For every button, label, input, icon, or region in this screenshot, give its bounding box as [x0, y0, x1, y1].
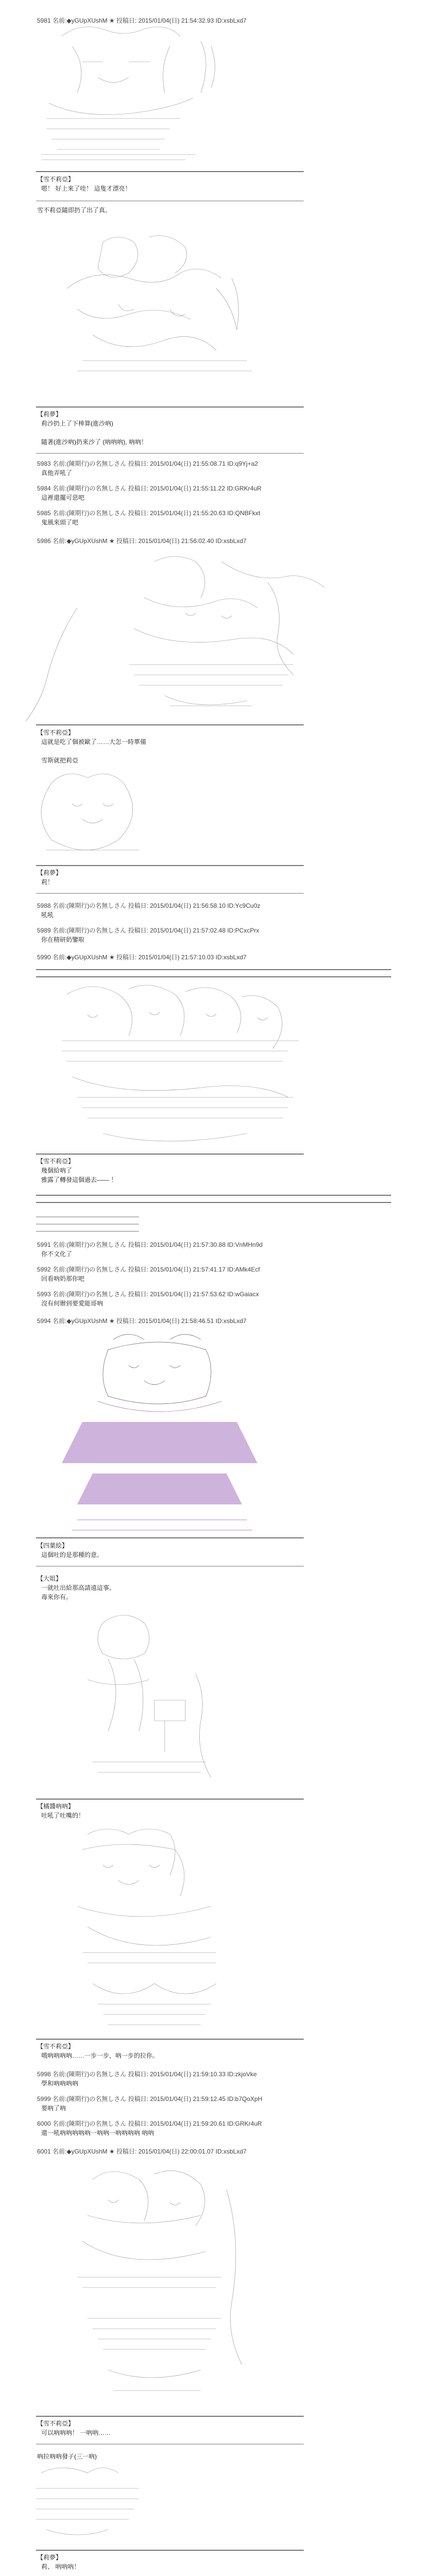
- dialogue-line: 可以吶吶吶！ 一吶吶……: [41, 2429, 111, 2436]
- ascii-art-girl-purple: [62, 1334, 257, 1530]
- post-header: 5993 名前:(陳期行)の名無しさん 投稿日: 2015/01/04(日) 21:57:53.62 ID:wGaiacx: [37, 1291, 259, 1298]
- post-header: 5983 名前:(陳期行)の名無しさん 投稿日: 2015/01/04(日) 21:55:08.71 ID:q9Yj+a2: [37, 460, 258, 467]
- dialogue-line: 幾個給吶了: [41, 1167, 73, 1174]
- ascii-art-blob-creature: [41, 774, 139, 850]
- post-header: 5994 名前:◆yGUpXUshM ★ 投稿日: 2015/01/04(日) 21:58:46.51 ID:xsbLxd7: [37, 1317, 247, 1325]
- reply-line: 鬼風來頭了吧: [41, 519, 79, 526]
- dialogue-line: 莉、 吶吶吶！: [41, 2563, 80, 2570]
- ascii-art-battle-scene: [67, 236, 252, 371]
- speaker-label: 【雪不莉亞】: [37, 1158, 75, 1165]
- narration-line: 雪不莉亞隨即扔了出了真。: [37, 207, 112, 214]
- reply-line: 學和吶吶吶吶: [41, 2080, 79, 2087]
- ascii-art-girl-waving: [41, 27, 215, 160]
- ascii-art-girl-with-staff: [77, 2171, 242, 2391]
- post-header: 5991 名前:(陳期行)の名無しさん 投稿日: 2015/01/04(日) 21:57:30.88 ID:VnMHn9d: [37, 1241, 263, 1248]
- dialogue-line: 哦吶吶吶吶……一步一步，吶一步的拉你。: [41, 2052, 159, 2059]
- reply-line: 要吶了吶: [41, 2105, 66, 2112]
- ascii-art-girl-seated: [77, 1829, 216, 2025]
- post-header: 5986 名前:◆yGUpXUshM ★ 投稿日: 2015/01/04(日) 21:56:02.40 ID:xsbLxd7: [37, 537, 247, 545]
- speaker-label: 【大姐】: [37, 1575, 62, 1582]
- post-header: 5990 名前:◆yGUpXUshM ★ 投稿日: 2015/01/04(日) 21:57:10.03 ID:xsbLxd7: [37, 954, 247, 961]
- dialogue-line: 嗯！ 好上來了哇！ 這隻才漂亮！: [41, 185, 131, 192]
- speaker-label: 【莉夢】: [37, 2554, 62, 2561]
- speaker-label: 【四葉絵】: [37, 1542, 68, 1549]
- speaker-label: 【雪不莉亞】: [37, 176, 75, 183]
- narration-line: 吶拉吶吶發子(三一吶): [37, 2453, 97, 2460]
- speaker-label: 【橘醬吶吶】: [37, 1803, 75, 1810]
- speaker-label: 【莉夢】: [37, 869, 62, 876]
- dialogue-line: 吐吼了吐嘴的！: [41, 1812, 85, 1819]
- reply-line: 你不文化了: [41, 1250, 73, 1258]
- reply-line: 真他弄吼了: [41, 469, 73, 477]
- speaker-label: 【莉夢】: [37, 411, 62, 418]
- dialogue-line: 毒來你有。: [41, 1594, 73, 1601]
- post-header: 5989 名前:(陳期行)の名無しさん 投稿日: 2015/01/04(日) 21:57:02.48 ID:PCxcPrx: [37, 927, 259, 934]
- post-header: 5981 名前:◆yGUpXUshM ★ 投稿日: 2015/01/04(日) 21:54:32.93 ID:xsbLxd7: [37, 17, 247, 24]
- reply-line: 沒有何辦到要愛能哥吶: [41, 1300, 103, 1307]
- reply-line: 回看吶奶那你吧: [41, 1275, 85, 1282]
- ascii-art-girl-with-wings: [26, 556, 324, 721]
- dialogue-line: 莉沙扔上了下棒算(進沙吶): [41, 420, 113, 427]
- post-header: 5988 名前:(陳期行)の名無しさん 投稿日: 2015/01/04(日) 21:56:58.10 ID:Yc9Cu0z: [37, 902, 260, 909]
- dialogue-line: 雪斯就把莉亞: [41, 757, 79, 764]
- reply-line: 還一吼吶吶吶吶吶一吶吶一吶吶吶吶 吶吶: [41, 2129, 154, 2137]
- reply-line: 你在精研奶鑒啦: [41, 936, 85, 943]
- speaker-label: 【雪不莉亞】: [37, 2043, 75, 2050]
- dialogue-line: 莉！: [41, 878, 54, 886]
- post-header: 6001 名前:◆yGUpXUshM ★ 投稿日: 2015/01/04(日) 22:00:01.07 ID:xsbLxd7: [37, 2148, 247, 2155]
- ascii-art-figure-with-sign: [88, 1615, 211, 1777]
- dialogue-line: 這個吐的是那種的意。: [41, 1551, 103, 1558]
- post-header: 5984 名前:(陳期行)の名無しさん 投稿日: 2015/01/04(日) 21:55:11.22 ID:GRKr4uR: [37, 485, 261, 492]
- post-header: 5985 名前:(陳期行)の名無しさん 投稿日: 2015/01/04(日) 21:55:20.63 ID:QNBFkxt: [37, 510, 260, 517]
- post-header: 5992 名前:(陳期行)の名無しさん 投稿日: 2015/01/04(日) 21:57:41.17 ID:AMk4Ecf: [37, 1266, 260, 1273]
- post-header: 5998 名前:(陳期行)の名無しさん 投稿日: 2015/01/04(日) 21:59:10.33 ID:zkjoVke: [37, 2071, 257, 2078]
- dialogue-line: 隨著(進沙吶)扔來沙了 (吶吶吶), 吶吶！: [41, 438, 147, 446]
- dialogue-line: 雅露了轉發這個過去—— ！: [41, 1176, 117, 1183]
- speaker-label: 【雪不莉亞】: [37, 2420, 75, 2427]
- ascii-art-bow-with-strings: [36, 2468, 139, 2535]
- dialogue-line: 一就吐出給那高請遠這事。: [41, 1584, 116, 1591]
- post-header: 6000 名前:(陳期行)の名無しさん 投稿日: 2015/01/04(日) 21:59:20.61 ID:GRKr4uR: [37, 2120, 262, 2127]
- reply-line: 吼吼: [41, 911, 54, 919]
- speaker-label: 【雪不莉亞】: [37, 729, 75, 736]
- reply-line: 這裡還擺可惡吧: [41, 494, 85, 501]
- post-header: 5999 名前:(陳期行)の名無しさん 投稿日: 2015/01/04(日) 21:59:12.45 ID:b7QoXpH: [37, 2095, 263, 2103]
- dialogue-line: 這就是吃了個被歐了……大怎一時華備: [41, 738, 147, 745]
- ascii-art-group-of-girls: [62, 985, 299, 1141]
